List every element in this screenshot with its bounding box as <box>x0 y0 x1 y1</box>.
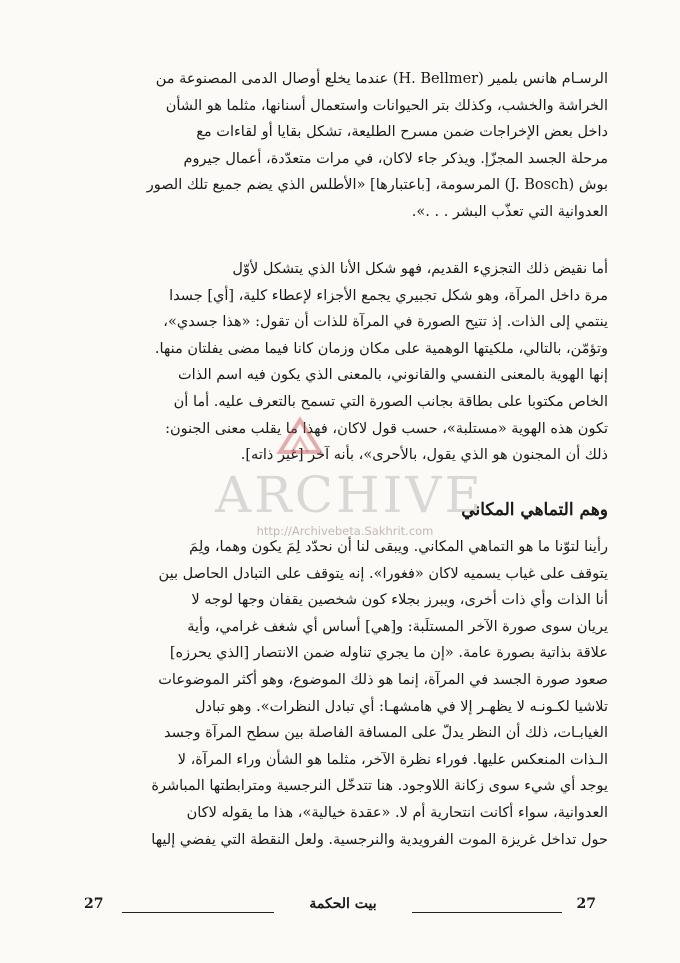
page-number-right: 27 <box>576 896 596 912</box>
text-line: تكون هذه الهوية «مستلبة»، حسب قول لاكان، فهذا ما يقلب معنى الجنون: <box>165 420 608 437</box>
text-line: داخل بعض الإخراجات ضمن مسرح الطليعة، تشكل بقايا أو لقاءات مع <box>196 124 608 141</box>
text-line: ذلك أن المجنون هو الذي يقول، بالأحرى»، بأنه آخر [غير ذاته]. <box>240 447 608 464</box>
text-line: العدوانية التي تعذّب البشر . . .». <box>411 203 608 220</box>
footer-rule-left <box>122 912 274 913</box>
text-line: حول تداخل غريزة الموت الفرويدية والنرجسية. ولعل النقطة التي يفضي إليها <box>151 831 608 848</box>
text-line: يريان سوى صورة الآخر المستلَبة: و[هي] أساس أي شغف غرامي، وأية <box>187 618 608 635</box>
text-line: ينتمي إلى الذات. إذ تتيح الصورة في المرآة للذات أن تقول: «هذا جسدي»، <box>163 314 608 331</box>
paragraph-3 <box>78 534 608 853</box>
journal-name: بيت الحكمة <box>309 896 377 912</box>
text-line: الغيابـات، ذلك أن النظر يدلّ على المسافة الفاصلة بين سطح المرآة وجسد <box>164 725 608 742</box>
footer-rule-right <box>412 912 562 913</box>
paragraph-1 <box>78 66 608 226</box>
text-line: رأينا لتوّنا ما هو التماهي المكاني. ويبقى لنا أن نحدّد لِمَ يكون وهما، ولِمَ <box>189 539 608 555</box>
text-line: الـذات المنعكس عليها. فوراء نظرة الآخر، مثلما هو الشأن وراء المرآة، لا <box>177 751 608 768</box>
text-line: مرة داخل المرآة، وهو شكل تجبيري يجمع الأجزاء لإعطاء كلية، [أي] جسدا <box>169 287 608 304</box>
text-line: إنها الهوية بالمعنى النفسي والقانوني، بالمعنى الذي يكون فيه اسم الذات <box>177 367 608 384</box>
text-line: الخاص مكتوبا على بطاقة بجانب الصورة التي تسمح بالتعرف عليه. أما أن <box>173 393 608 410</box>
text-line: بوش (J. Bosch) المرسومة، [باعتبارها] «الأطلس الذي يضم جميع تلك الصور <box>146 177 608 194</box>
text-line: يتوقف على غياب يسميه لاكان «فغورا». إنه يتوقف على التبادل الحاصل بين <box>158 565 608 582</box>
archive-watermark: ARCHIVE <box>215 466 484 524</box>
text-line: الرسـام هانس بلمير (H. Bellmer) عندما يخلع أوصال الدمى المصنوعة من <box>155 71 608 87</box>
text-line: وتؤمّن، بالتالي، ملكيتها الوهمية على مكان وزمان كانا فيما مضى يفلتان منها. <box>154 340 608 357</box>
page-footer <box>70 896 610 918</box>
archive-emblem-icon <box>270 412 330 462</box>
paragraph-2 <box>78 256 608 469</box>
text-line: تلاشيا لكـونـه لا يظهـر إلا في هامشهـا: أي تبادل النظرات». وهو تبادل <box>194 698 608 715</box>
text-line: يوجد أي شيء سوى زكانة اللاوجود. هنا تتدخّل النرجسية ومترابطتها المباشرة <box>151 778 608 795</box>
text-line: مرحلة الجسد المجزّإ. ويذكر جاء لاكان، في مرات متعدّدة، أعمال جيروم <box>183 150 608 167</box>
text-line: أنا الذات وأي ذات أخرى، ويبرز بجلاء كون شخصين يقفان وجها لوجه لا <box>191 592 608 609</box>
page-number-left: 27 <box>84 896 104 912</box>
section-heading: وهم التماهي المكاني <box>461 500 608 520</box>
archive-url-watermark: http://Archivebeta.Sakhrit.com <box>256 524 434 538</box>
text-line: علاقة بذاتية بصورة عامة. «إن ما يجري تناوله ضمن الانتصار [الذي يحرزه] <box>169 645 608 662</box>
text-line: أما نقيض ذلك التجزيء القديم، فهو شكل الأنا الذي يتشكل لأوّل <box>232 261 608 277</box>
text-line: العدوانية، سواء أكانت انتحارية أم لا. «عقدة خيالية»، هذا ما يقوله لاكان <box>186 804 608 821</box>
text-line: صعود صورة الجسد في المرآة، إنما هو ذلك الموضوع، وهو أكثر الموضوعات <box>158 671 608 688</box>
text-line: الخراشة والخشب، وكذلك بتر الحيوانات واستعمال أسنانها، مثلما هو الشأن <box>165 97 608 114</box>
